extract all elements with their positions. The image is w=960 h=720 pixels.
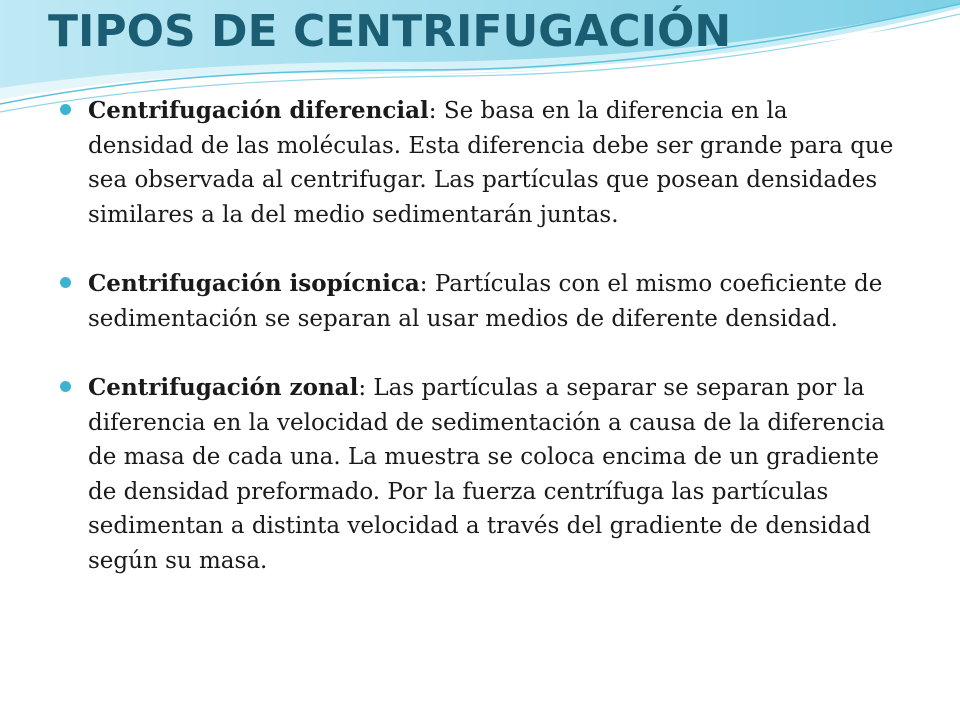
slide-title: TIPOS DE CENTRIFUGACIÓN [48,6,732,57]
bullet-list [60,94,900,613]
bullet-term: Centrifugación diferencial [88,97,429,124]
bullet-term: Centrifugación zonal [88,374,359,401]
bullet-item-diferencial [60,94,900,232]
bullet-dot-icon [60,381,71,392]
bullet-text: : Partículas con el mismo coeficiente de sedimentación se separan al usar medios de diferente densidad. [88,271,883,332]
bullet-item-zonal [60,371,900,578]
bullet-item-isopicnica [60,267,900,336]
bullet-dot-icon [60,104,71,115]
bullet-term: Centrifugación isopícnica [88,270,420,297]
bullet-text: : Se basa en la diferencia en la densidad de las moléculas. Esta diferencia debe ser grande para que sea observada al centrifugar. Las partículas que posean densidades similares a la del medio sedimentarán juntas. [88,98,894,228]
bullet-dot-icon [60,277,71,288]
bullet-text: : Las partículas a separar se separan por la diferencia en la velocidad de sedimentación a causa de la diferencia de masa de cada una. La muestra se coloca encima de un gradiente de densidad preformado. Por la fuerza centrífuga las partículas sedimentan a distinta velocidad a través del gradiente de densidad según su masa. [88,375,885,574]
